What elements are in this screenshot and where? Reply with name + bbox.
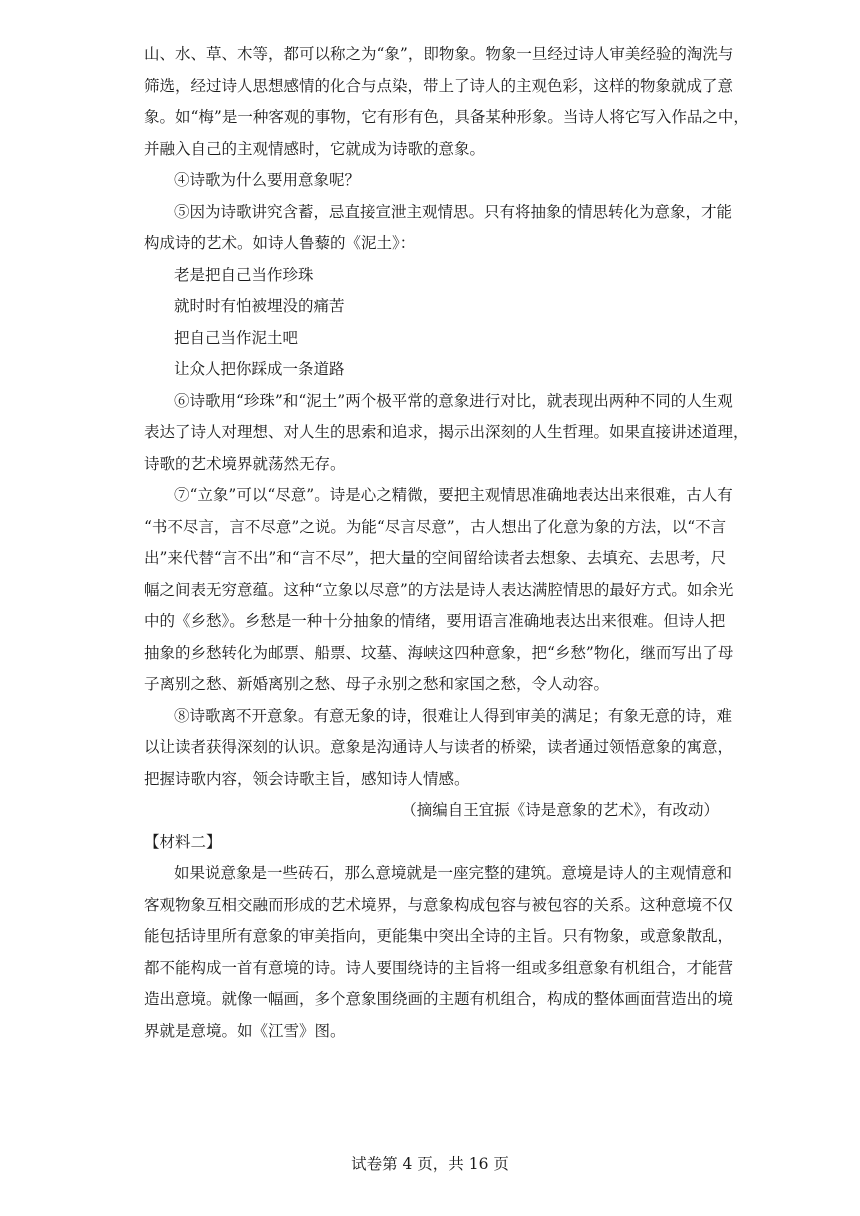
text-line: 如果说意象是一些砖石，那么意境就是一座完整的建筑。意境是诗人的主观情意和 [174, 864, 733, 882]
poem [144, 260, 719, 386]
text-line: 客观物象互相交融而形成的艺术境界，与意象构成包容与被包容的关系。这种意境不仅 [144, 895, 734, 914]
poem-line: 让众人把你踩成一条道路 [174, 360, 345, 378]
text-line: 以让读者获得深刻的认识。意象是沟通诗人与读者的桥梁，读者通过领悟意象的寓意， [144, 738, 734, 756]
text-line: 都不能构成一首有意境的诗。诗人要围绕诗的主旨将一组或多组意象有机组合，才能营 [144, 958, 734, 977]
text-line: 抽象的乡愁转化为邮票、船票、坟墓、海峡这四种意象，把“乡愁”物化，继而写出了母 [144, 643, 734, 662]
poem-line: 老是把自己当作珍珠 [174, 265, 314, 284]
text-line: 并融入自己的主观情感时，它就成为诗歌的意象。 [144, 139, 486, 158]
paragraph-7 [144, 480, 734, 701]
text-line: ⑧诗歌离不开意象。有意无象的诗，很难让人得到审美的满足；有象无意的诗，难 [174, 706, 733, 725]
text-line: ⑤因为诗歌讲究含蓄，忌直接宣泄主观情思。只有将抽象的情思转化为意象，才能 [174, 202, 733, 221]
text-line: 出”来代替“言不出”和“言不尽”，把大量的空间留给读者去想象、去填充、去思考，尺 [144, 549, 727, 567]
text-line: 界就是意境。如《江雪》图。 [144, 1021, 346, 1040]
source-note: （摘编自王宜振《诗是意象的艺术》，有改动） [401, 801, 719, 819]
text-line: 山、水、草、木等，都可以称之为“象”，即物象。物象一旦经过诗人审美经验的淘洗与 [144, 45, 734, 63]
text-line: “书不尽言，言不尽意”之说。为能“尽言尽意”，古人想出了化意为象的方法，以“不言 [144, 517, 727, 536]
page-footer: 试卷第 4 页，共 16 页 [351, 1155, 509, 1173]
paragraph-6 [144, 386, 749, 481]
paragraph-top [144, 39, 749, 165]
paragraph-4: ④诗歌为什么要用意象呢？ [174, 171, 361, 189]
text-line: 象。如“梅”是一种客观的事物，它有形有色，具备某种形象。当诗人将它写入作品之中， [144, 108, 749, 126]
material-2-paragraph [144, 858, 734, 1047]
text-line: 筛选，经过诗人思想感情的化合与点染，带上了诗人的主观色彩，这样的物象就成了意 [144, 76, 734, 95]
text-line: ⑦“立象”可以“尽意”。诗是心之精微，要把主观情思准确地表达出来很难，古人有 [174, 486, 733, 504]
paragraph-5 [144, 197, 733, 260]
text-line: 构成诗的艺术。如诗人鲁藜的《泥土》： [144, 234, 416, 252]
text-line: 幅之间表无穷意蕴。这种“立象以尽意”的方法是诗人表达满腔情思的最好方式。如余光 [144, 580, 734, 599]
text-line: 能包括诗里所有意象的审美指向，更能集中突出全诗的主旨。只有物象，或意象散乱， [144, 927, 734, 945]
poem-line: 就时时有怕被埋没的痛苦 [174, 297, 345, 315]
paragraph-8 [144, 701, 734, 796]
page-content [144, 39, 749, 1047]
text-line: 子离别之愁、新婚离别之愁、母子永别之愁和家国之愁，令人动容。 [144, 675, 610, 693]
text-line: 造出意境。就像一幅画，多个意象围绕画的主题有机组合，构成的整体画面营造出的境 [144, 990, 734, 1008]
text-line: ⑥诗歌用“珍珠”和“泥土”两个极平常的意象进行对比，就表现出两种不同的人生观 [174, 391, 733, 410]
material-2-heading: 【材料二】 [144, 832, 222, 851]
poem-line: 把自己当作泥土吧 [174, 328, 299, 347]
text-line: 把握诗歌内容，领会诗歌主旨，感知诗人情感。 [144, 769, 470, 788]
text-line: 表达了诗人对理想、对人生的思索和追求，揭示出深刻的人生哲理。如果直接讲述道理， [144, 423, 749, 441]
text-line: 诗歌的艺术境界就荡然无存。 [144, 454, 346, 473]
text-line: 中的《乡愁》。乡愁是一种十分抽象的情绪，要用语言准确地表达出来很难。但诗人把 [144, 612, 726, 630]
